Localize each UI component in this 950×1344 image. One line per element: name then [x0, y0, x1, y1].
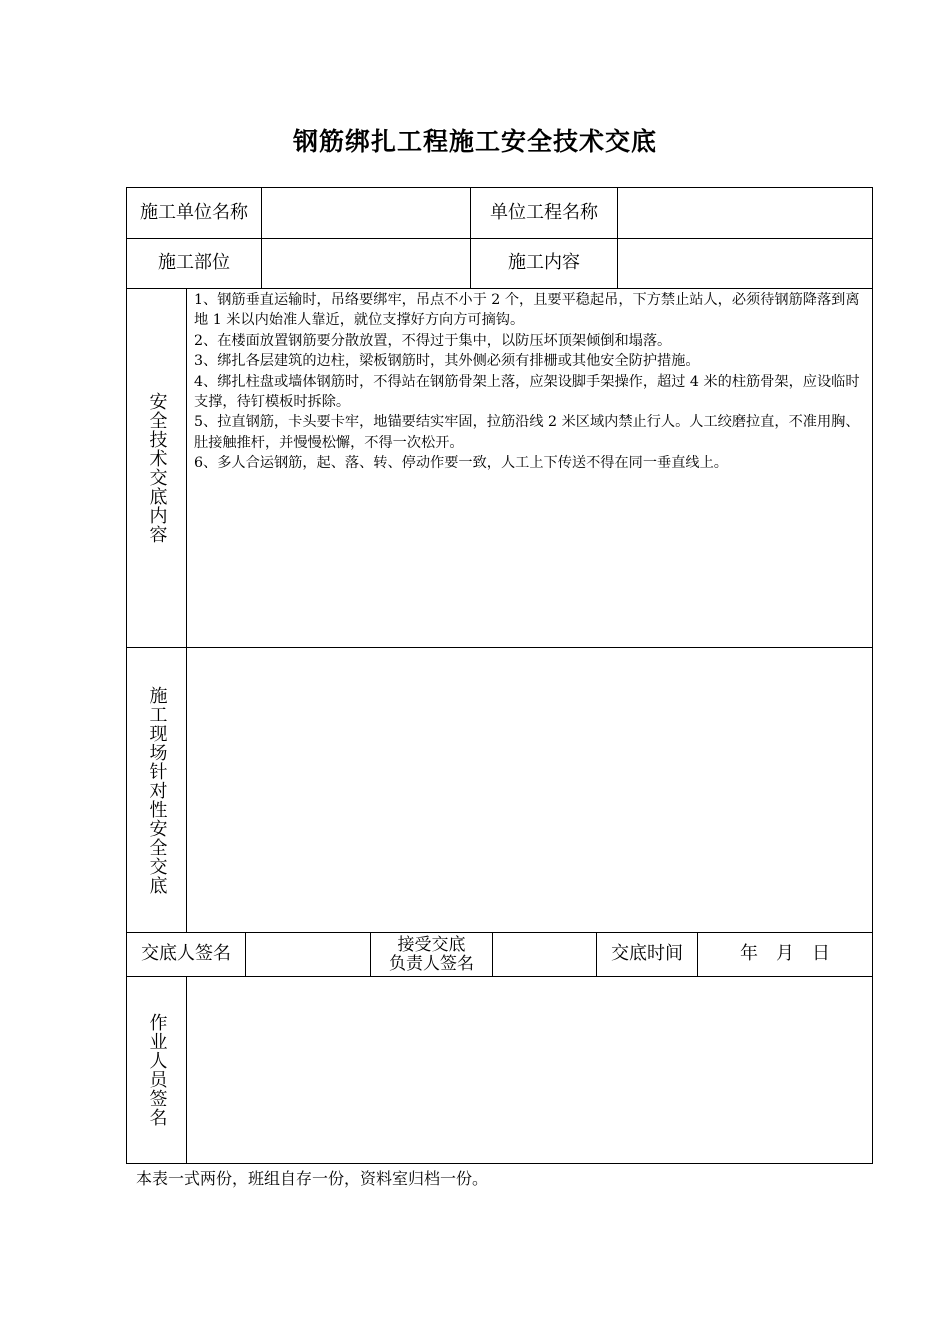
safety-item: 2、在楼面放置钢筋要分散放置，不得过于集中，以防压坏顶架倾倒和塌落。: [194, 332, 672, 349]
time-field[interactable]: 年 月 日: [740, 943, 830, 965]
safety-item: 5、拉直钢筋，卡头要卡牢，地锚要结实牢固，拉筋沿线 2 米区域内禁止行人。人工绞磨拉直，不准用胸、肚接触推杆，并慢慢松懈，不得一次松开。: [194, 414, 860, 451]
project-name-field[interactable]: [618, 188, 872, 238]
receiver-label-line1: 接受交底: [397, 934, 466, 955]
safety-section-label: [127, 289, 186, 647]
project-name-label: 单位工程名称: [490, 201, 598, 223]
receiver-label: [371, 933, 492, 976]
footer-note: 本表一式两份，班组自存一份，资料室归档一份。: [136, 1169, 489, 1188]
issuer-signature-field[interactable]: [246, 933, 370, 976]
time-label: 交底时间: [611, 943, 683, 965]
safety-item: 6、多人合运钢筋，起、落、转、停动作要一致，人工上下传送不得在同一垂直线上。: [194, 455, 728, 472]
safety-items: [194, 290, 866, 474]
workers-section-label-text: 作业人员签名: [146, 1013, 168, 1127]
content-label: 施工内容: [508, 252, 580, 274]
receiver-signature-field[interactable]: [493, 933, 596, 976]
row-divider: [127, 288, 872, 289]
safety-item: 1、钢筋垂直运输时，吊络要绑牢，吊点不小于 2 个，且要平稳起吊，下方禁止站人，必须待钢筋降落到离地 1 米以内始准人靠近，就位支撑好方向方可摘钩。: [194, 292, 860, 329]
location-label: 施工部位: [158, 252, 230, 274]
safety-item: 3、绑扎各层建筑的边柱，梁板钢筋时，其外侧必须有排栅或其他安全防护措施。: [194, 353, 700, 370]
site-section-label-text: 施工现场针对性安全交底: [146, 685, 168, 895]
construction-unit-field[interactable]: [262, 188, 470, 238]
workers-section-label: [127, 977, 186, 1163]
issuer-label: 交底人签名: [141, 943, 231, 965]
construction-unit-label: 施工单位名称: [140, 201, 248, 223]
site-section-label: [127, 648, 186, 932]
workers-signature-field[interactable]: [187, 977, 872, 1163]
location-field[interactable]: [262, 239, 470, 288]
receiver-label-line2: 负责人签名: [389, 953, 474, 974]
safety-section-label-text: 安全技术交底内容: [146, 392, 168, 544]
page-title: 钢筋绑扎工程施工安全技术交底: [292, 127, 657, 156]
safety-item: 4、绑扎柱盘或墙体钢筋时，不得站在钢筋骨架上落，应架设脚手架操作，超过 4 米的柱筋骨架，应设临时支撑，待钉模板时拆除。: [194, 373, 860, 411]
content-field[interactable]: [618, 239, 872, 288]
site-section-field[interactable]: [187, 648, 872, 932]
